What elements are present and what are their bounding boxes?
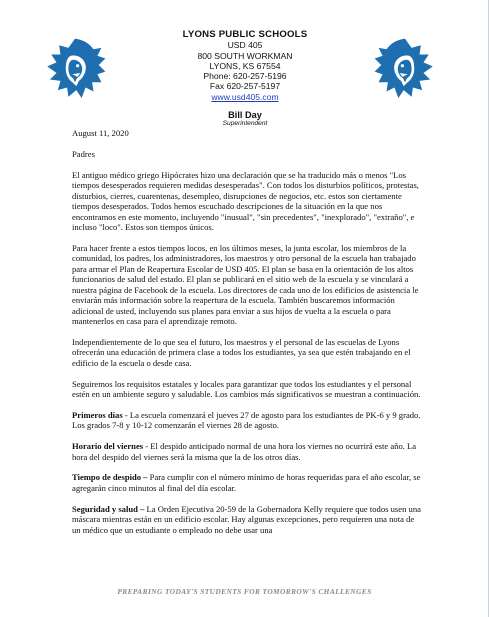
section-first-days bbox=[72, 410, 424, 431]
letter-body bbox=[72, 128, 424, 546]
signer-title: Superintendent bbox=[222, 120, 268, 128]
section-text: Para cumplir con el número mínimo de horas requeridas para el año escolar, se agregarán cinco minutos al final del día escolar. bbox=[72, 472, 421, 493]
section-text: La Orden Ejecutiva 20-59 de la Gobernadora Kelly requiere que todos usen una máscara mientras están en un edificio escolar. Hay algunas excepciones, pero requieren una nota de un médico que un estudiante o empleado no debe usar una bbox=[72, 503, 421, 535]
district-name: USD 405 bbox=[227, 40, 263, 51]
letterhead bbox=[150, 30, 340, 128]
salutation: Padres bbox=[72, 148, 95, 159]
address-city: LYONS, KS 67554 bbox=[209, 60, 281, 71]
paragraph-plan: Para hacer frente a estos tiempos locos, en los últimos meses, la junta escolar, los miembros de la comunidad, los padres, los administradores, los maestros y otro personal de la escuela han trabajado para armar el Plan de Reapertura Escolar de USD 405. El plan se basa en la orientación de los altos funcionarios de salud del estado. El plan se publicará en el sitio web de la escuela y se vinculará a nuestra página de Facebook de la escuela. Los directores de cada uno de los edificios de asistencia le enviarán más información sobre la reapertura de la escuela. También buscaremos información adicional de usted, incluyendo sus planes para enviar a sus hijos de vuelta a la escuela o para mantenerlos en casa para el aprendizaje remoto. bbox=[72, 242, 419, 326]
paragraph-requirements: Seguiremos los requisitos estatales y locales para garantizar que todos los estudiantes y el personal estén en un ambiente seguro y saludable. Los cambios más significativos se muestran a continuación. bbox=[72, 378, 421, 400]
section-text: - La escuela comenzará el jueves 27 de agosto para los estudiantes de PK-6 y 9 grado. Los grados 7-8 y 10-12 comenzarán el viernes 28 de agosto. bbox=[72, 409, 421, 431]
school-name: LYONS PUBLIC SCHOOLS bbox=[182, 29, 308, 40]
paragraph-education: Independientemente de lo que sea el futuro, los maestros y el personal de las escuelas de Lyons ofrecerán una educación de primera clase a todos los estudiantes, ya sea que estén trabajando en el edificio de la escuela o desde casa. bbox=[72, 336, 411, 368]
signer-name: Bill Day bbox=[228, 110, 262, 121]
footer-tagline: PREPARING TODAY'S STUDENTS FOR TOMORROW'S CHALLENGES bbox=[117, 587, 372, 596]
section-label: Seguridad y salud – bbox=[72, 503, 145, 514]
letter-date: August 11, 2020 bbox=[72, 128, 129, 138]
section-label: Primeros días bbox=[72, 409, 123, 420]
fax-number: Fax 620-257-5197 bbox=[209, 81, 281, 92]
section-safety-health bbox=[72, 504, 424, 535]
section-text: - El despido anticipado normal de una hora los viernes no ocurrirá este año. La hora del despido del viernes será la misma que la de los otros días. bbox=[72, 441, 417, 462]
section-dismissal-time bbox=[72, 472, 424, 493]
paragraph-intro: El antiguo médico griego Hipócrates hizo una declaración que se ha traducido más o menos "Los tiempos desesperados requieren medidas desesperadas". Con todos los disturbios políticos, protestas, disturbios, cierres, cuarentenas, desempleo, disrupciones de negocios, etc. estos son ciertamente tiempos desesperados. Todos hemos escuchado descripciones de la situación en la que nos encontramos en este momento, incluyendo "inusual", "sin precedentes", "inexplorado", "extraño", e incluso "loco". Estos son tiempos únicos. bbox=[72, 169, 419, 232]
section-friday-schedule bbox=[72, 441, 424, 462]
section-label: Horario del viernes bbox=[72, 441, 144, 452]
phone-number: Phone: 620-257-5196 bbox=[203, 71, 287, 82]
address-street: 800 SOUTH WORKMAN bbox=[197, 50, 293, 61]
section-label: Tiempo de despido – bbox=[72, 472, 148, 483]
website-link[interactable]: www.usd405.com bbox=[211, 91, 279, 102]
lion-head-icon bbox=[42, 36, 108, 102]
lion-head-icon bbox=[372, 36, 438, 102]
